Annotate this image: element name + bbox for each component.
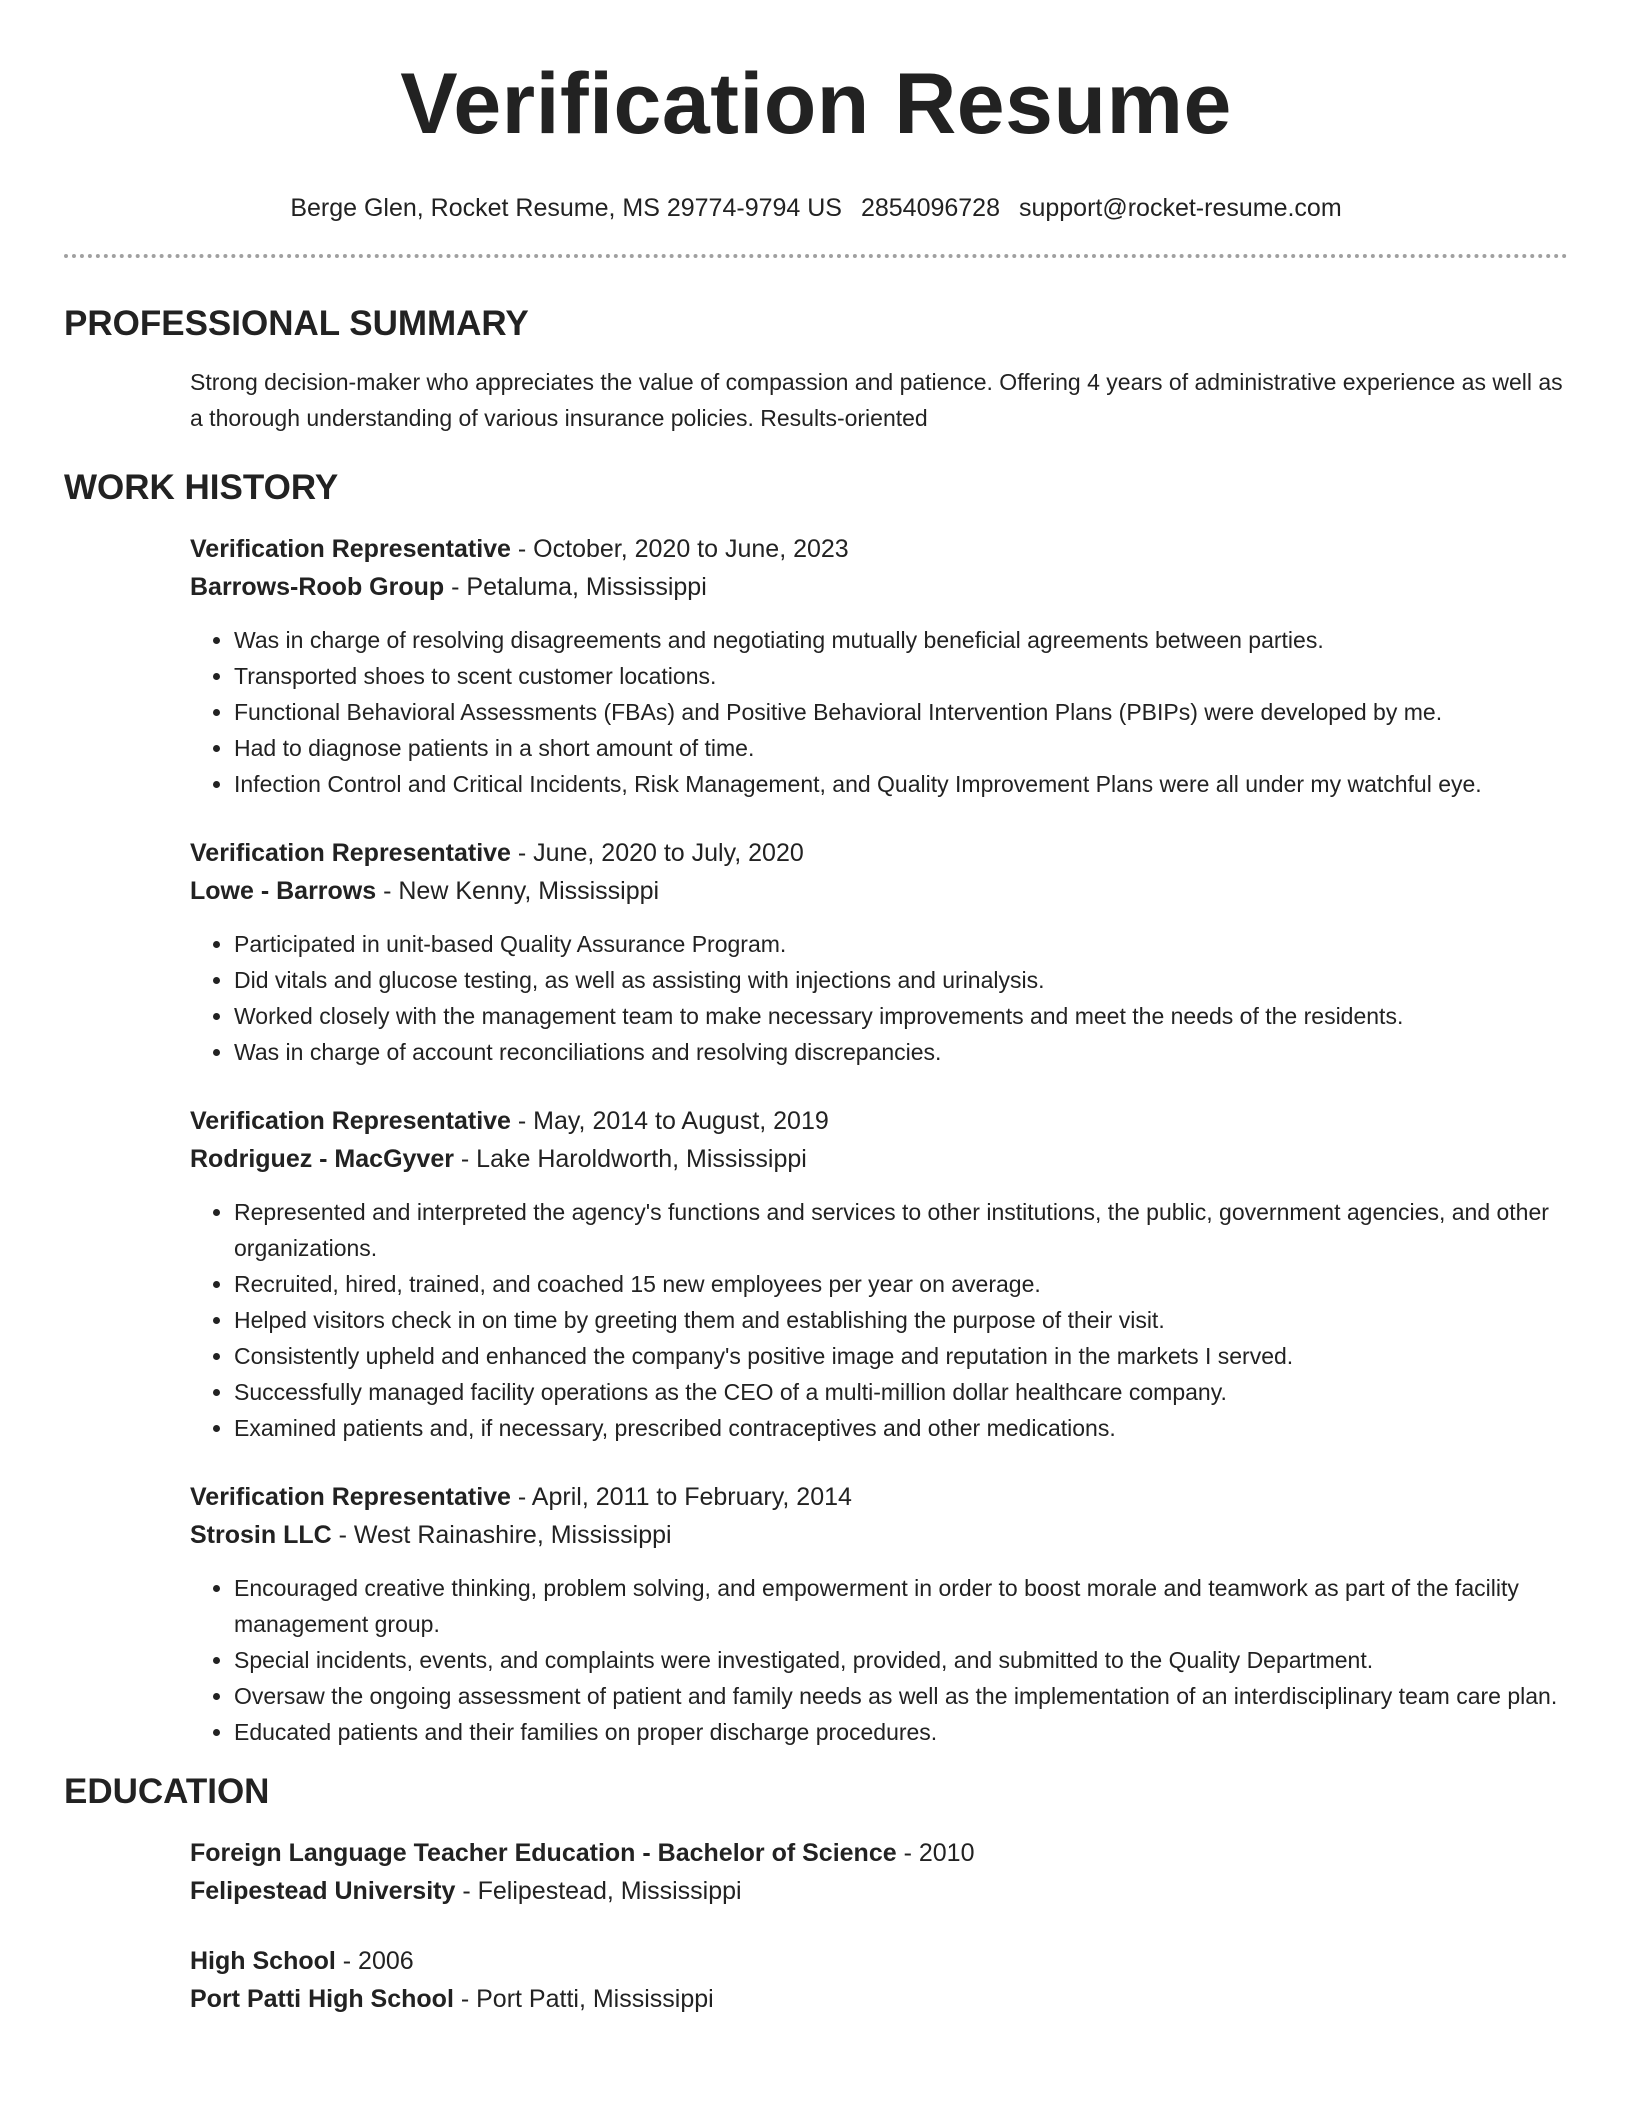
job-entry (190, 1478, 1568, 1750)
list-item: • Participated in unit-based Quality Assurance Program. (234, 926, 1568, 962)
list-item: • Represented and interpreted the agency's functions and services to other institutions, the public, government agencies, and other organizations. (234, 1194, 1568, 1266)
header-divider (64, 254, 1568, 258)
job-entry (190, 530, 1568, 802)
education-year: - 2006 (335, 1947, 414, 1975)
list-item: • Encouraged creative thinking, problem solving, and empowerment in order to boost morale and teamwork as part of the facility management group. (234, 1570, 1568, 1642)
list-item: • Had to diagnose patients in a short amount of time. (234, 730, 1568, 766)
job-company-line (190, 872, 1568, 910)
contact-email[interactable]: support@rocket-resume.com (1018, 194, 1342, 222)
job-role-line (190, 1102, 1568, 1140)
education-degree: High School (190, 1947, 336, 1975)
job-dates: - April, 2011 to February, 2014 (510, 1483, 852, 1511)
education-title: EDUCATION (64, 1772, 270, 1811)
list-item: • Transported shoes to scent customer locations. (234, 658, 1568, 694)
job-location: - Lake Haroldworth, Mississippi (453, 1145, 807, 1173)
list-item: • Was in charge of resolving disagreements and negotiating mutually beneficial agreements between parties. (234, 622, 1568, 658)
list-item: • Consistently upheld and enhanced the company's positive image and reputation in the markets I served. (234, 1338, 1568, 1374)
education-school-line (190, 1980, 1568, 2018)
list-item: • Was in charge of account reconciliations and resolving discrepancies. (234, 1034, 1568, 1070)
job-company: Rodriguez - MacGyver (190, 1145, 454, 1173)
job-bullets (190, 926, 1568, 1070)
summary-text: Strong decision-maker who appreciates the value of compassion and patience. Offering 4 years of administrative experience as well as a thorough understanding of various insurance policies. Results-oriented (190, 369, 1563, 431)
job-role-line (190, 1478, 1568, 1516)
contact-address: Berge Glen, Rocket Resume, MS 29774-9794 US (290, 194, 842, 222)
job-dates: - May, 2014 to August, 2019 (510, 1107, 829, 1135)
list-item: • Examined patients and, if necessary, prescribed contraceptives and other medications. (234, 1410, 1568, 1446)
education-entry (190, 1834, 1568, 1910)
job-bullets (190, 1194, 1568, 1446)
education-entry (190, 1942, 1568, 2018)
education-location: - Port Patti, Mississippi (453, 1985, 714, 2013)
job-role-line (190, 834, 1568, 872)
job-company: Lowe - Barrows (190, 877, 377, 905)
job-dates: - October, 2020 to June, 2023 (510, 535, 849, 563)
job-company-line (190, 568, 1568, 606)
list-item: • Helped visitors check in on time by greeting them and establishing the purpose of their visit. (234, 1302, 1568, 1338)
list-item: • Functional Behavioral Assessments (FBAs) and Positive Behavioral Intervention Plans (PBIPs) were developed by me. (234, 694, 1568, 730)
job-dates: - June, 2020 to July, 2020 (510, 839, 804, 867)
job-role: Verification Representative (190, 535, 511, 563)
education-school: Felipestead University (190, 1877, 456, 1905)
education-school-line (190, 1872, 1568, 1910)
contact-line (64, 192, 1568, 224)
education-degree: Foreign Language Teacher Education - Bachelor of Science (190, 1839, 897, 1867)
education-school: Port Patti High School (190, 1985, 454, 2013)
job-company-line (190, 1516, 1568, 1554)
job-entry (190, 834, 1568, 1070)
job-role: Verification Representative (190, 839, 511, 867)
job-company-line (190, 1140, 1568, 1178)
resume-name: Verification Resume (400, 56, 1232, 152)
work-history-title: WORK HISTORY (64, 468, 339, 507)
job-company: Strosin LLC (190, 1521, 332, 1549)
education-year: - 2010 (896, 1839, 975, 1867)
job-location: - Petaluma, Mississippi (444, 573, 707, 601)
list-item: • Infection Control and Critical Incidents, Risk Management, and Quality Improvement Plans were all under my watchful eye. (234, 766, 1568, 802)
job-bullets (190, 622, 1568, 802)
list-item: • Oversaw the ongoing assessment of patient and family needs as well as the implementation of an interdisciplinary team care plan. (234, 1678, 1568, 1714)
contact-phone: 2854096728 (860, 194, 1000, 222)
education-degree-line (190, 1834, 1568, 1872)
summary-title: PROFESSIONAL SUMMARY (64, 304, 529, 343)
list-item: • Did vitals and glucose testing, as well as assisting with injections and urinalysis. (234, 962, 1568, 998)
job-company: Barrows-Roob Group (190, 573, 445, 601)
job-location: - West Rainashire, Mississippi (331, 1521, 672, 1549)
job-role: Verification Representative (190, 1107, 511, 1135)
job-location: - New Kenny, Mississippi (376, 877, 660, 905)
list-item: • Recruited, hired, trained, and coached 15 new employees per year on average. (234, 1266, 1568, 1302)
list-item: • Special incidents, events, and complaints were investigated, provided, and submitted to the Quality Department. (234, 1642, 1568, 1678)
resume-page (64, 0, 1568, 2018)
education-degree-line (190, 1942, 1568, 1980)
education-location: - Felipestead, Mississippi (455, 1877, 742, 1905)
job-role-line (190, 530, 1568, 568)
list-item: • Successfully managed facility operations as the CEO of a multi-million dollar healthcare company. (234, 1374, 1568, 1410)
job-bullets (190, 1570, 1568, 1750)
job-role: Verification Representative (190, 1483, 511, 1511)
job-entry (190, 1102, 1568, 1446)
list-item: • Worked closely with the management team to make necessary improvements and meet the needs of the residents. (234, 998, 1568, 1034)
list-item: • Educated patients and their families on proper discharge procedures. (234, 1714, 1568, 1750)
